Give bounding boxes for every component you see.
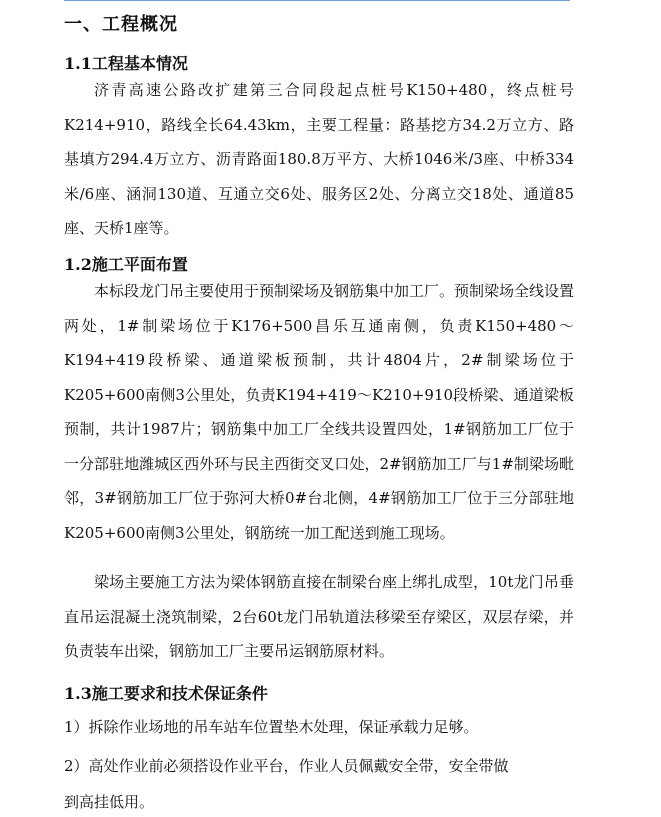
paragraph-construction-method: 梁场主要施工方法为梁体钢筋直接在制梁台座上绑扎成型，10t龙门吊垂直吊运混凝土浇筑制梁，2台60t龙门吊轨道法移梁至存梁区，双层存梁，并负责装车出梁，钢筋加工厂主要吊运钢筋原材料。 xyxy=(64,573,574,660)
requirement-item-1: 1）拆除作业场地的吊车站车位置垫木处理，保证承载力足够。 xyxy=(64,718,479,736)
paragraph-basic-info: 济青高速公路改扩建第三合同段起点桩号K150+480，终点桩号K214+910，路线全长64.43km，主要工程量：路基挖方34.2万立方、路基填方294.4万立方、沥青路面180.8万平方、大桥1046米/3座、中桥334米/6座、涵洞130道、互通立交6处、服务区2处、分离立交18处、通道85座、天桥1座等。 xyxy=(64,81,574,237)
paragraph-site-layout: 本标段龙门吊主要使用于预制梁场及钢筋集中加工厂。预制梁场全线设置两处，1#制梁场位于K176+500昌乐互通南侧，负责K150+480～K194+419段桥梁、通道梁板预制，共计4804片，2#制梁场位于K205+600南侧3公里处，负责K194+419～K210+910段桥梁、通道梁板预制，共计1987片；钢筋集中加工厂全线共设置四处，1#钢筋加工厂位于一分部驻地潍城区西外环与民主西街交叉口处，2#钢筋加工厂与1#制梁场毗邻，3#钢筋加工厂位于弥河大桥0#台北侧，4#钢筋加工厂位于三分部驻地K205+600南侧3公里处，钢筋统一加工配送到施工现场。 xyxy=(64,282,575,542)
heading-basic-info: 1.1工程基本情况 xyxy=(64,54,188,73)
requirement-item-2-line-2: 到高挂低用。 xyxy=(64,793,155,811)
heading-requirements: 1.3施工要求和技术保证条件 xyxy=(64,684,268,703)
section-title: 一、工程概况 xyxy=(64,14,178,35)
requirement-item-2-line-1: 2）高处作业前必须搭设作业平台，作业人员佩戴安全带，安全带做 xyxy=(64,757,509,775)
header-rule xyxy=(64,0,570,1)
heading-site-layout: 1.2施工平面布置 xyxy=(64,255,188,274)
